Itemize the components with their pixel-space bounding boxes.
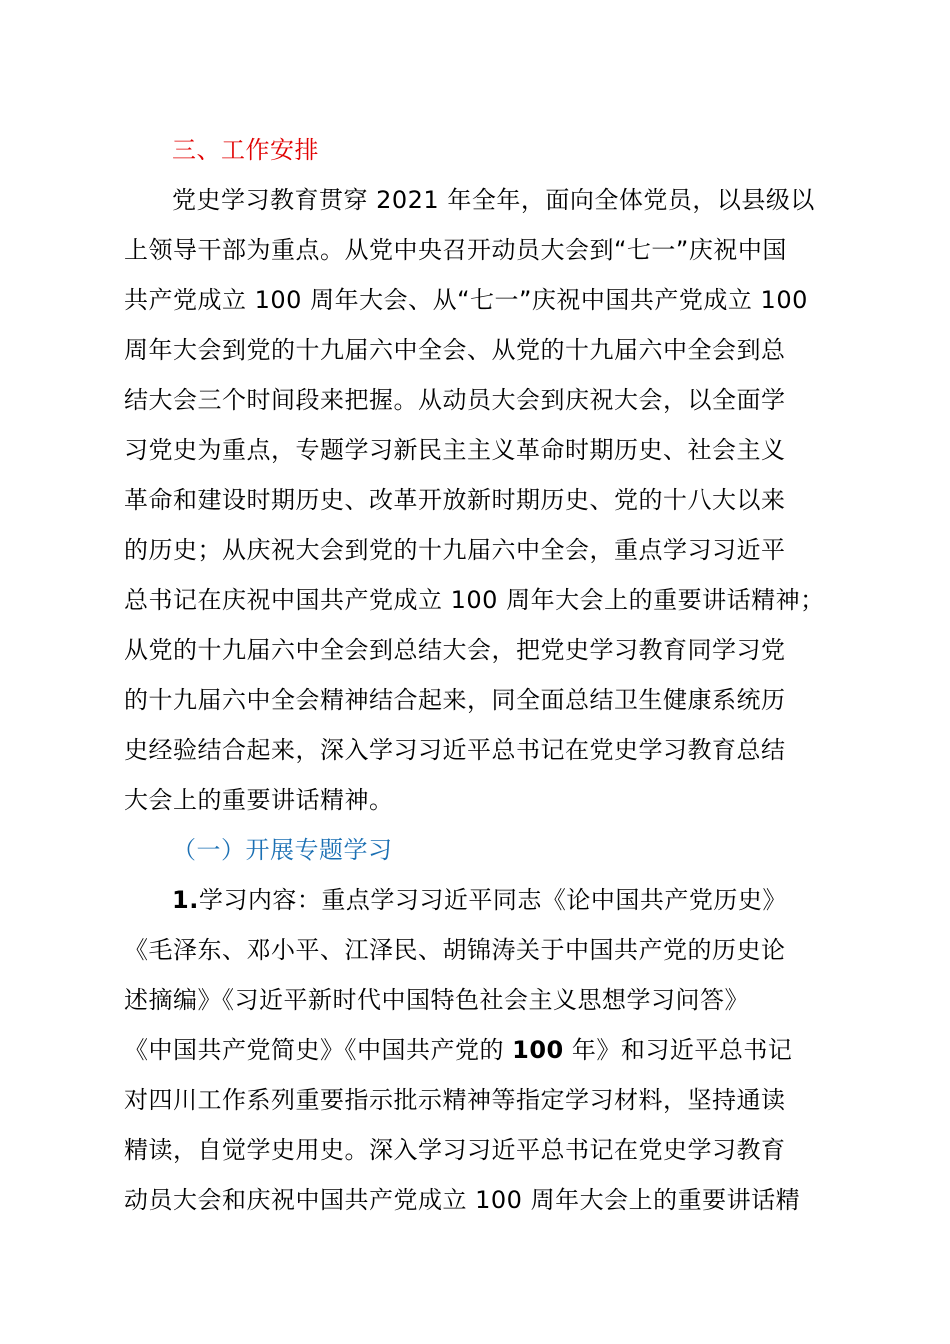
paragraph-line: 上领导干部为重点。从党中央召开动员大会到“七一”庆祝中国 [124,236,787,264]
item-number-bold: 100 [512,1036,564,1064]
item-line: 《毛泽东、邓小平、江泽民、胡锦涛关于中国共产党的历史论 [124,936,786,964]
paragraph-line: 周年大会到党的十九届六中全会、从党的十九届六中全会到总 [124,336,786,364]
item-line: 对四川工作系列重要指示批示精神等指定学习材料，坚持通读 [124,1086,786,1114]
item-text: 年》和习近平总书记 [563,1036,793,1064]
paragraph-line: 结大会三个时间段来把握。从动员大会到庆祝大会，以全面学 [124,386,786,414]
paragraph-line: 的十九届六中全会精神结合起来，同全面总结卫生健康系统历 [124,686,786,714]
item-line: 动员大会和庆祝中国共产党成立 100 周年大会上的重要讲话精 [124,1186,801,1214]
paragraph-line: 的历史；从庆祝大会到党的十九届六中全会，重点学习习近平 [124,536,786,564]
item-number: 1. [172,886,199,914]
paragraph-line: 党史学习教育贯穿 2021 年全年，面向全体党员，以县级以 [172,186,815,214]
paragraph-line: 从党的十九届六中全会到总结大会，把党史学习教育同学习党 [124,636,786,664]
paragraph-line: 史经验结合起来，深入学习习近平总书记在党史学习教育总结 [124,736,786,764]
subheading: （一）开展专题学习 [172,836,393,864]
item-text: 学习内容：重点学习习近平同志《论中国共产党历史》 [198,886,787,914]
paragraph-line: 总书记在庆祝中国共产党成立 100 周年大会上的重要讲话精神； [124,586,825,614]
item-line [172,884,844,916]
section-heading: 三、工作安排 [172,136,319,164]
paragraph-line: 共产党成立 100 周年大会、从“七一”庆祝中国共产党成立 100 [124,286,808,314]
item-line [124,1034,844,1066]
paragraph-line: 大会上的重要讲话精神。 [124,786,394,814]
item-text: 《中国共产党简史》《中国共产党的 [124,1036,513,1064]
item-line: 精读，自觉学史用史。深入学习习近平总书记在党史学习教育 [124,1136,786,1164]
item-line: 述摘编》《习近平新时代中国特色社会主义思想学习问答》 [124,986,749,1014]
paragraph-line: 革命和建设时期历史、改革开放新时期历史、党的十八大以来 [124,486,786,514]
paragraph-line: 习党史为重点，专题学习新民主主义革命时期历史、社会主义 [124,436,786,464]
